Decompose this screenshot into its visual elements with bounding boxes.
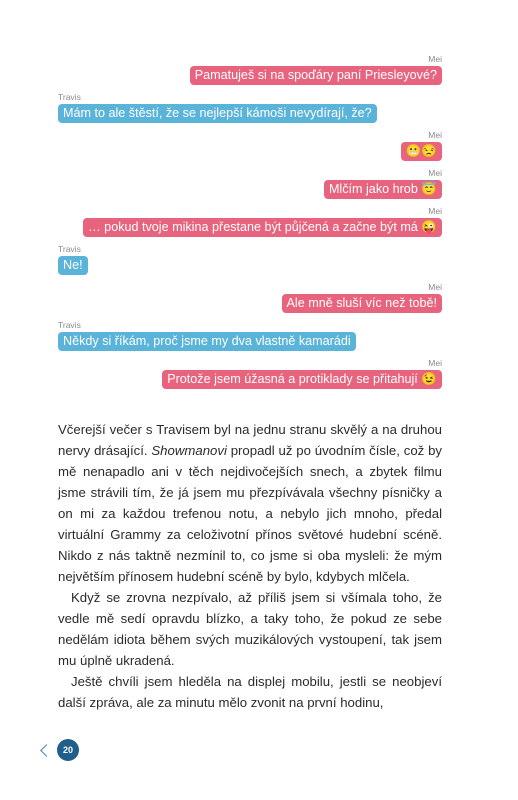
sender-name: Travis: [58, 320, 81, 330]
chat-message: [58, 206, 442, 244]
chat-message: [58, 92, 442, 130]
page-footer: [42, 738, 79, 762]
chat-transcript: [58, 54, 442, 396]
body-text: [58, 419, 442, 713]
paragraph: Ještě chvíli jsem hleděla na displej mobilu, jestli se neobjeví další zpráva, ale za minutu mělo zvonit na první hodinu,: [58, 674, 442, 710]
sender-name: Mei: [428, 282, 442, 292]
paragraph: Když se zrovna nezpívalo, až příliš jsem si všímala toho, že vedle mě sedí opravdu blízko, a taky toho, že pokud ze sebe nedělám idiota během svých muzikálových vystoupení, tak jsem mu úplně ukradená.: [58, 590, 442, 668]
message-bubble: Mám to ale štěstí, že se nejlepší kámoši nevydírají, že?: [58, 104, 377, 123]
message-bubble: Mlčím jako hrob 😇: [324, 180, 442, 199]
message-bubble: Protože jsem úžasná a protiklady se přitahují 😉: [162, 370, 442, 389]
sender-name: Mei: [428, 168, 442, 178]
sender-name: Mei: [428, 130, 442, 140]
chat-message: [58, 358, 442, 396]
message-bubble: … pokud tvoje mikina přestane být půjčená a začne být má 😜: [83, 218, 442, 237]
chat-message: [58, 130, 442, 168]
paragraph-text: Včerejší večer s Travisem byl na jednu stranu skvělý a na druhou nervy drásající.: [58, 422, 442, 458]
sender-name: Travis: [58, 92, 81, 102]
paragraph-text: propadl už po úvodním čísle, což by mě nenapadlo ani v těch nejdivočejších snech, a zbytek filmu jsme strávili tím, že já jsem mu přezpívávala všechny písničky a on mi za každou trefenou notu, a nebylo jich mnoho, předal virtuální Grammy za celoživotní přínos světové hudební scéně. Nikdo z nás taktně nezmínil to, co jsme si oba mysleli: že mým největším přínosem hudební scéně by bylo, kdybych mlčela.: [58, 443, 442, 584]
film-title: Showmanovi: [151, 443, 227, 458]
chat-message: [58, 54, 442, 92]
sender-name: Travis: [58, 244, 81, 254]
sender-name: Mei: [428, 206, 442, 216]
sender-name: Mei: [428, 358, 442, 368]
chat-message: [58, 320, 442, 358]
chat-message: [58, 168, 442, 206]
chat-message: [58, 244, 442, 282]
message-bubble: Ale mně sluší víc než tobě!: [282, 294, 443, 313]
sender-name: Mei: [428, 54, 442, 64]
message-bubble: Pamatuješ si na spoďáry paní Priesleyové?: [190, 66, 442, 85]
chat-message: [58, 282, 442, 320]
message-bubble: 😬😒: [401, 142, 442, 161]
chevron-left-icon: [40, 744, 53, 757]
page-number-badge: 20: [57, 739, 79, 761]
paragraph: [58, 419, 442, 587]
message-bubble: Ne!: [58, 256, 88, 275]
message-bubble: Někdy si říkám, proč jsme my dva vlastně kamarádi: [58, 332, 356, 351]
